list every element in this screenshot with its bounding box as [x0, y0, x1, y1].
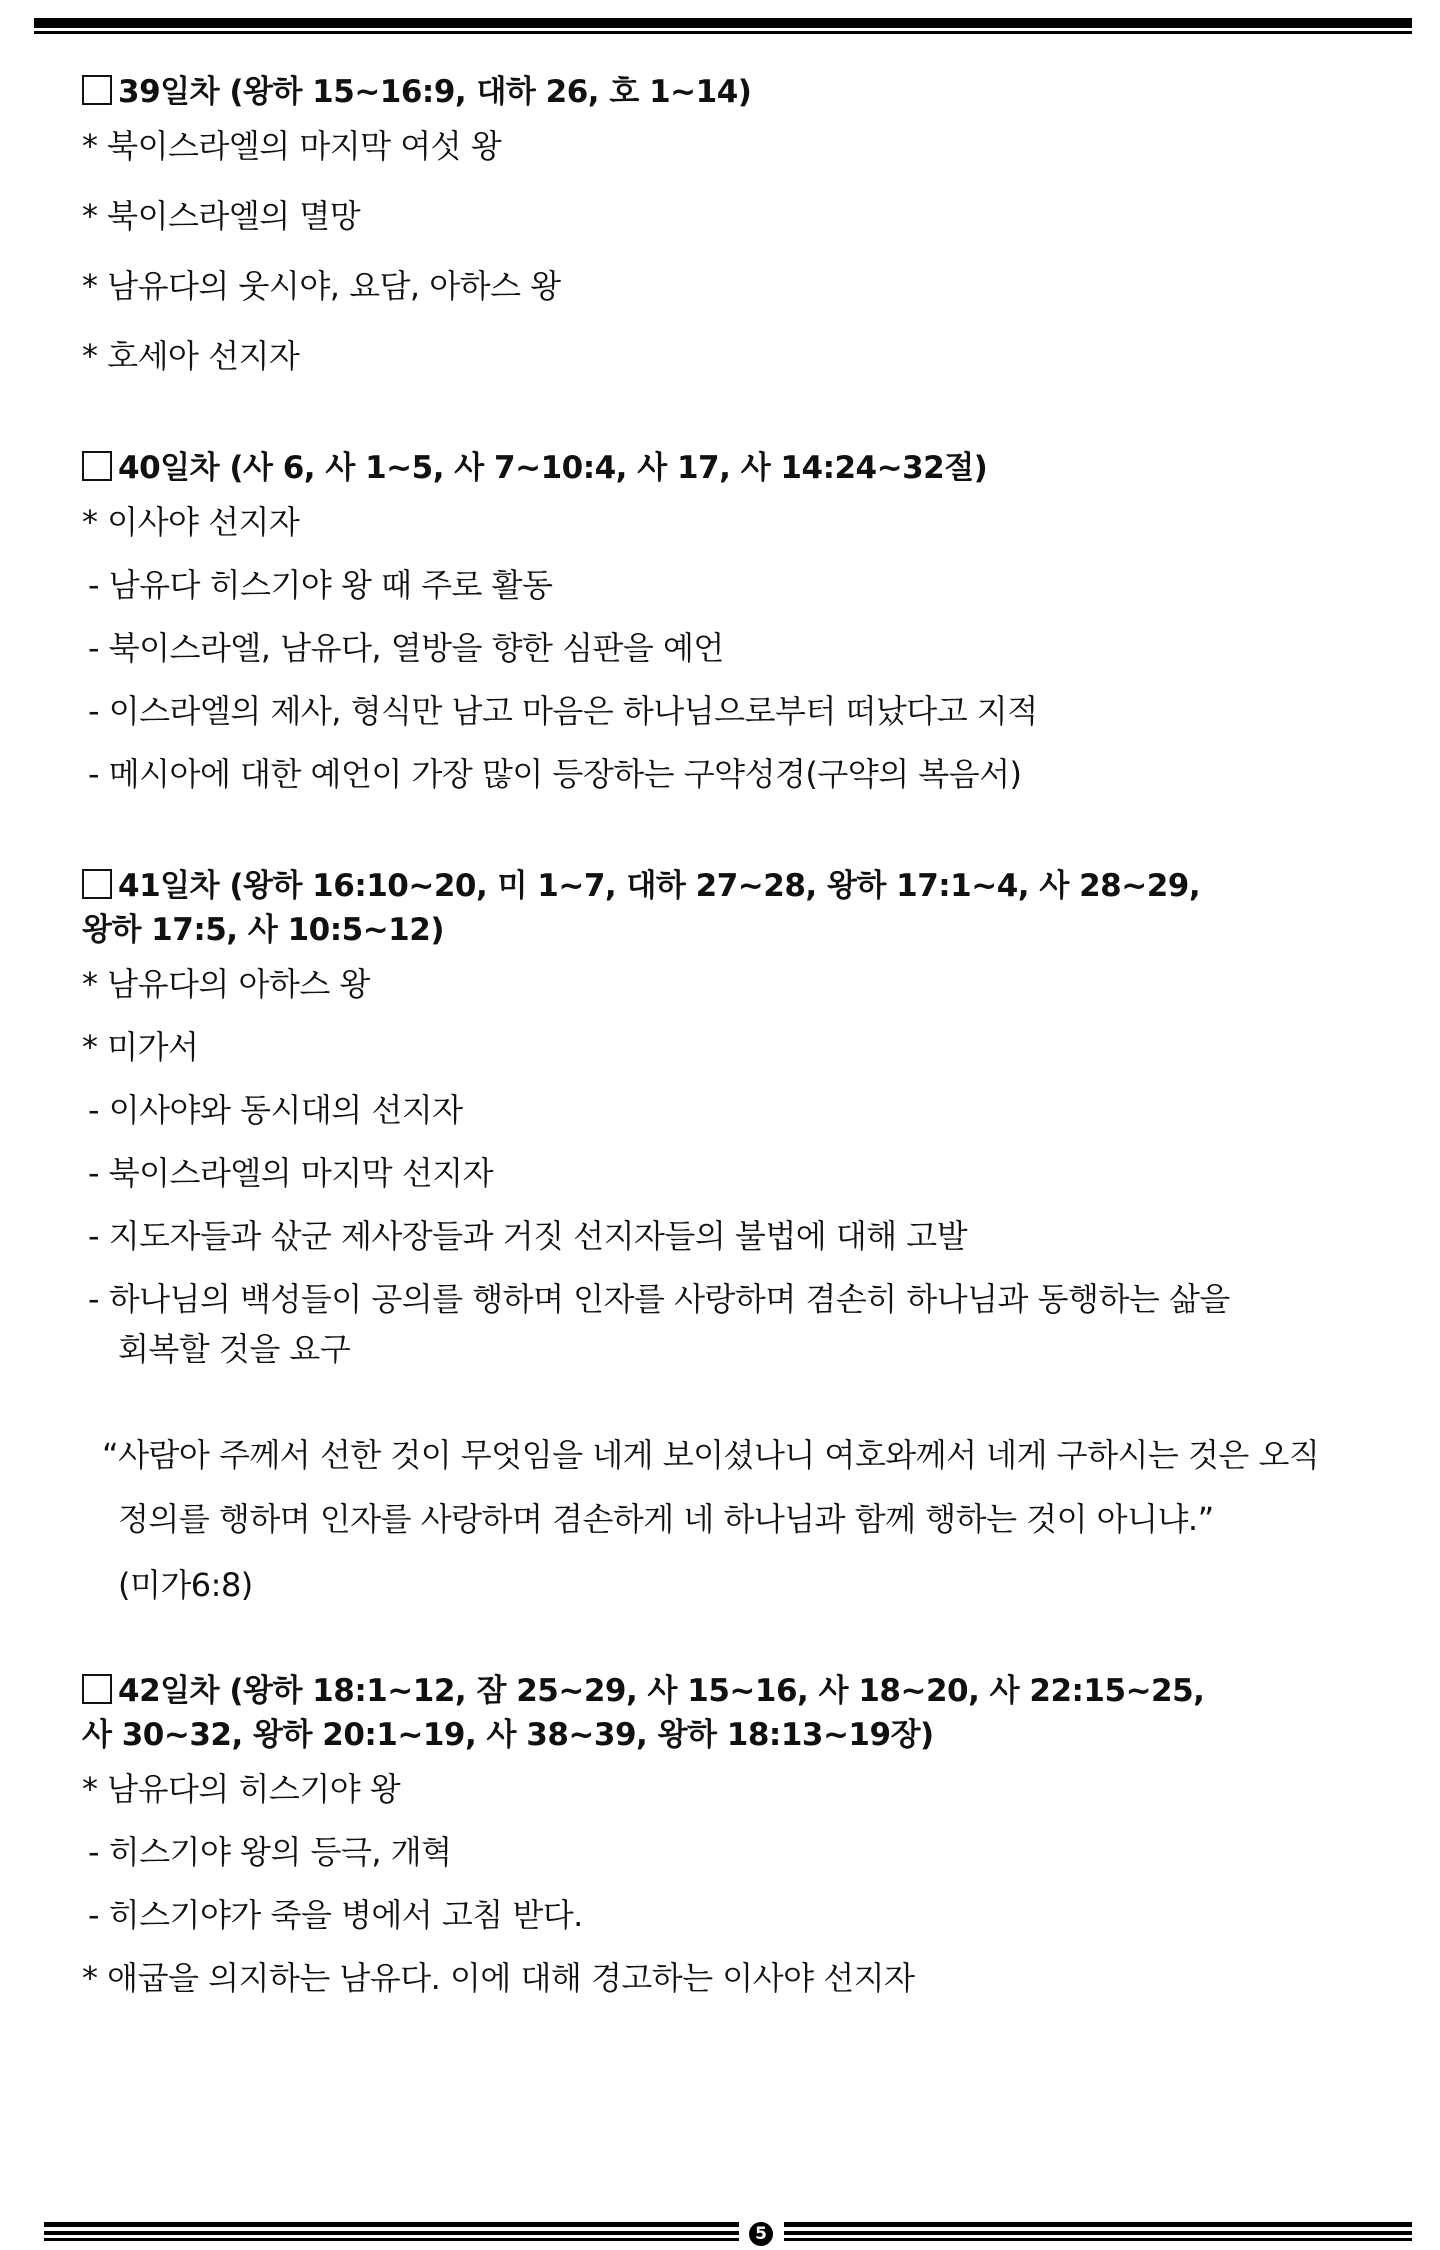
list-subitem: - 북이스라엘, 남유다, 열방을 향한 심판을 예언 — [88, 629, 724, 667]
list-item: * 호세아 선지자 — [82, 337, 300, 375]
section-heading: 40일차 (사 6, 사 1~5, 사 7~10:4, 사 17, 사 14:24~32절) — [82, 446, 1372, 490]
list-subitem: - 메시아에 대한 예언이 가장 많이 등장하는 구약성경(구약의 복음서) — [88, 755, 1022, 793]
list-item: * 미가서 — [82, 1028, 199, 1066]
checkbox-square-icon — [82, 451, 112, 481]
list-item: * 북이스라엘의 마지막 여섯 왕 — [82, 127, 502, 165]
list-subitem: - 이스라엘의 제사, 형식만 남고 마음은 하나님으로부터 떠났다고 지적 — [88, 692, 1038, 730]
list-subitem: - 지도자들과 삯군 제사장들과 거짓 선지자들의 불법에 대해 고발 — [88, 1217, 968, 1255]
list-item: * 북이스라엘의 멸망 — [82, 197, 361, 235]
list-subitem: - 히스기야 왕의 등극, 개혁 — [88, 1833, 452, 1871]
list-subitem: - 하나님의 백성들이 공의를 행하며 인자를 사랑하며 겸손히 하나님과 동행하는 삶을 — [88, 1280, 1230, 1318]
section-day-40 — [82, 446, 1372, 794]
checkbox-square-icon — [82, 75, 112, 105]
list-item: * 애굽을 의지하는 남유다. 이에 대해 경고하는 이사야 선지자 — [82, 1959, 915, 1997]
list-item: * 남유다의 웃시야, 요담, 아하스 왕 — [82, 267, 561, 305]
page-content — [82, 70, 1372, 1998]
list-item: * 남유다의 아하스 왕 — [82, 965, 370, 1003]
list-subitem: - 이사야와 동시대의 선지자 — [88, 1091, 463, 1129]
bottom-rule — [44, 2222, 1412, 2242]
list-item: * 남유다의 히스기야 왕 — [82, 1770, 401, 1808]
quote-source: (미가6:8) — [118, 1566, 253, 1604]
section-heading-continued: 사 30~32, 왕하 20:1~19, 사 38~39, 왕하 18:13~19장) — [82, 1717, 934, 1753]
section-day-41 — [82, 864, 1372, 1605]
list-subitem: - 남유다 히스기야 왕 때 주로 활동 — [88, 566, 553, 604]
section-day-39 — [82, 70, 1372, 376]
page-number: 5 — [749, 2222, 773, 2246]
list-subitem-continued: 회복할 것을 요구 — [118, 1330, 351, 1368]
section-day-42 — [82, 1669, 1372, 1998]
scripture-quote — [82, 1435, 1372, 1605]
section-heading: 42일차 (왕하 18:1~12, 잠 25~29, 사 15~16, 사 18~20, 사 22:15~25, — [82, 1669, 1372, 1713]
section-heading-continued: 왕하 17:5, 사 10:5~12) — [82, 912, 444, 948]
quote-line: 정의를 행하며 인자를 사랑하며 겸손하게 네 하나님과 함께 행하는 것이 아니냐.” — [118, 1500, 1214, 1538]
list-subitem: - 북이스라엘의 마지막 선지자 — [88, 1154, 494, 1192]
list-subitem: - 히스기야가 죽을 병에서 고침 받다. — [88, 1896, 583, 1934]
section-heading: 39일차 (왕하 15~16:9, 대하 26, 호 1~14) — [82, 70, 1372, 114]
list-item: * 이사야 선지자 — [82, 503, 300, 541]
checkbox-square-icon — [82, 869, 112, 899]
top-rule — [34, 18, 1412, 34]
section-heading: 41일차 (왕하 16:10~20, 미 1~7, 대하 27~28, 왕하 17:1~4, 사 28~29, — [82, 864, 1372, 908]
quote-line: “사람아 주께서 선한 것이 무엇임을 네게 보이셨나니 여호와께서 네게 구하시는 것은 오직 — [102, 1436, 1320, 1474]
checkbox-square-icon — [82, 1674, 112, 1704]
